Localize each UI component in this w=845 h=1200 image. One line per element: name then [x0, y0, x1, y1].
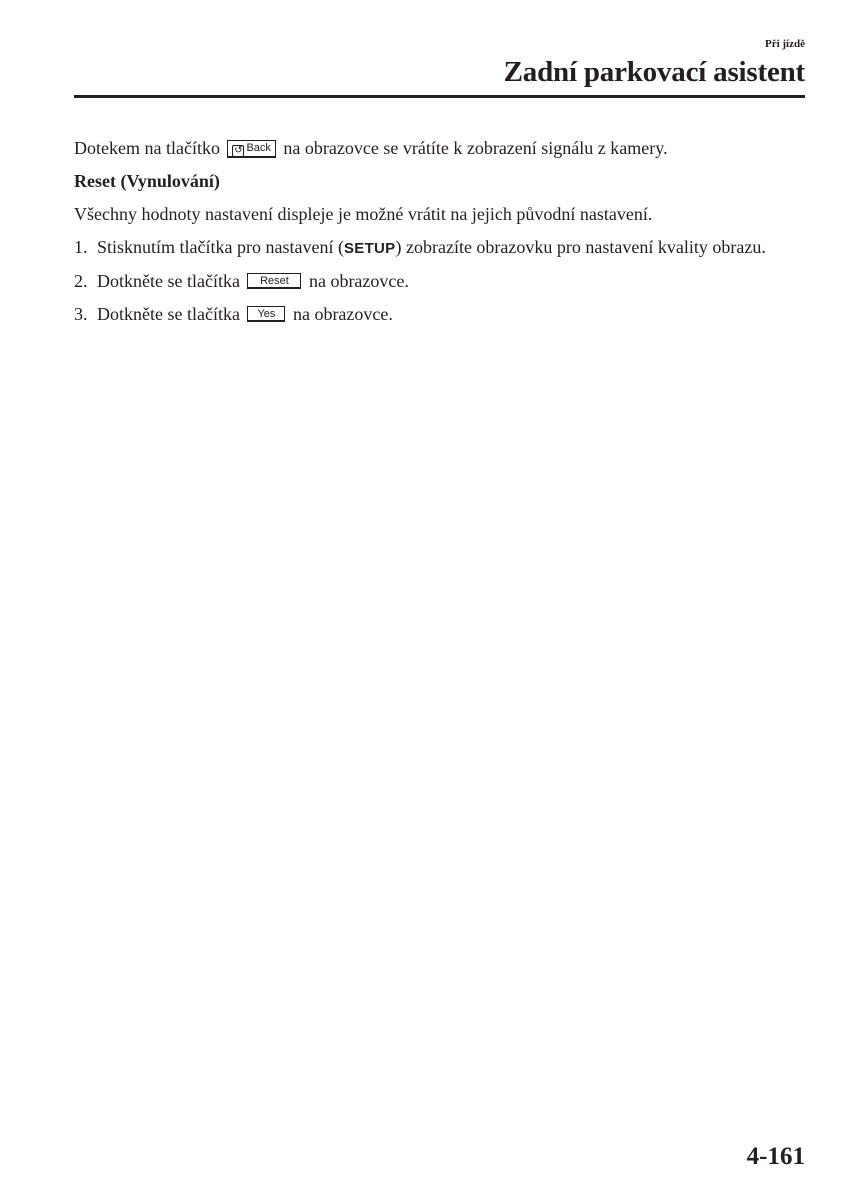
step-text-part: Dotkněte se tlačítka	[97, 304, 240, 324]
step-text-part: ) zobrazíte obrazovku pro nastavení kvality obrazu.	[395, 237, 766, 257]
header-section-label: Při jízdě	[764, 38, 805, 50]
step-text-part: Dotkněte se tlačítka	[97, 271, 240, 291]
page-number: 4-161	[746, 1143, 805, 1170]
paragraph-reset-description: Všechny hodnoty nastavení displeje je možné vrátit na jejich původní nastavení.	[74, 204, 653, 224]
yes-button-graphic: Yes	[247, 306, 285, 322]
back-button-graphic	[227, 140, 275, 158]
step-text-part: na obrazovce.	[292, 304, 393, 324]
page-title: Zadní parkovací asistent	[503, 56, 805, 88]
paragraph-text: na obrazovce se vrátíte k zobrazení signálu z kamery.	[283, 138, 668, 158]
list-item	[74, 271, 805, 292]
back-arrow-icon: ↺	[234, 145, 243, 156]
step-text-part: Stisknutím tlačítka pro nastavení (	[97, 237, 344, 257]
step-number: 3.	[74, 304, 88, 324]
setup-key-label: SETUP	[343, 240, 396, 257]
step-number: 1.	[74, 237, 88, 257]
step-text	[97, 237, 805, 259]
reset-button-graphic: Reset	[247, 273, 301, 289]
main-content	[74, 138, 805, 337]
paragraph-text: Dotekem na tlačítko	[74, 138, 220, 158]
section-heading-reset: Reset (Vynulování)	[74, 171, 220, 191]
list-item	[74, 237, 805, 259]
step-text	[97, 304, 805, 325]
list-item	[74, 304, 805, 325]
paragraph-back-instruction	[74, 138, 805, 159]
header-rule	[74, 95, 805, 98]
step-number: 2.	[74, 271, 88, 291]
step-text-part: na obrazovce.	[308, 271, 409, 291]
step-text	[97, 271, 805, 292]
back-button-label: Back	[246, 142, 271, 154]
